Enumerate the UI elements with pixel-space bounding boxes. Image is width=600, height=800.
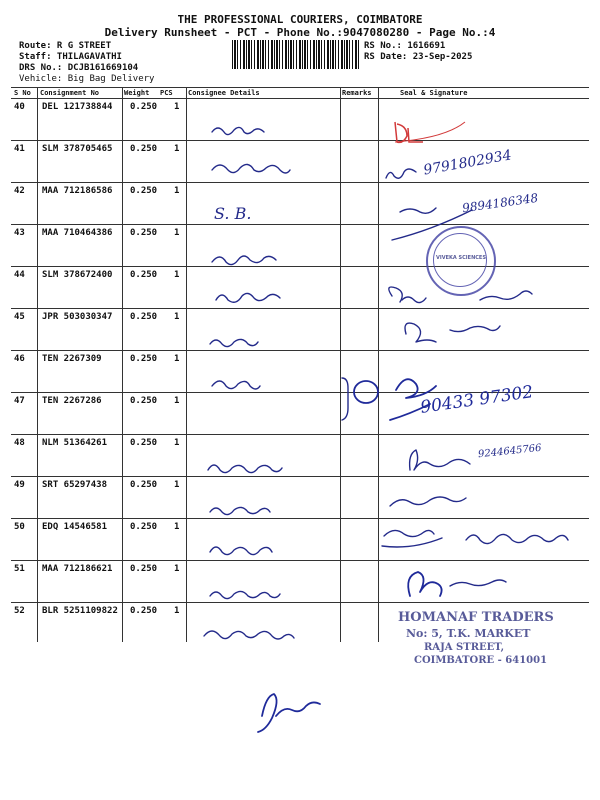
signature — [386, 169, 416, 178]
row-sno: 45 — [14, 312, 25, 322]
company-title: THE PROFESSIONAL COURIERS, COIMBATORE — [177, 13, 423, 26]
row-pcs: 1 — [174, 606, 180, 616]
bracket-mark — [342, 378, 348, 420]
handwritten-consignee-name — [216, 293, 280, 302]
stamp-city: COIMBATORE - 641001 — [414, 655, 548, 666]
stamp-address-line: RAJA STREET, — [424, 642, 505, 653]
row-weight: 0.250 — [130, 522, 158, 532]
row-sno: 44 — [14, 270, 25, 280]
signature-stroke — [466, 534, 568, 543]
row-weight: 0.250 — [130, 102, 158, 112]
row-pcs: 1 — [174, 144, 180, 154]
col-seal-signature: Seal & Signature — [400, 89, 468, 97]
row-weight: 0.250 — [130, 144, 158, 154]
drs-number: DRS No.: DCJB161669104 — [19, 63, 139, 73]
row-consignment-no: MAA 712186621 — [42, 564, 113, 574]
signature-stroke — [450, 580, 506, 586]
row-sno: 41 — [14, 144, 25, 154]
row-pcs: 1 — [174, 564, 180, 574]
handwritten-consignee-name — [210, 507, 270, 514]
handwritten-phone: 9244645766 — [477, 442, 543, 461]
row-weight: 0.250 — [130, 186, 158, 196]
handwritten-phone: 9894186348 — [461, 190, 539, 216]
handwritten-consignee-name — [210, 591, 280, 598]
row-weight: 0.250 — [130, 438, 158, 448]
signature — [396, 379, 436, 398]
row-consignment-no: DEL 121738844 — [42, 102, 113, 112]
row-weight: 0.250 — [130, 228, 158, 238]
row-pcs: 1 — [174, 228, 180, 238]
row-sno: 50 — [14, 522, 25, 532]
handwritten-consignee-name — [208, 465, 282, 473]
row-consignment-no: SLM 378672400 — [42, 270, 113, 280]
row-consignment-no: SLM 378705465 — [42, 144, 113, 154]
row-pcs: 1 — [174, 396, 180, 406]
row-pcs: 1 — [174, 270, 180, 280]
col-consignee: Consignee Details — [188, 89, 260, 97]
signature-stroke — [480, 291, 532, 300]
row-sno: 49 — [14, 480, 25, 490]
row-consignment-no: TEN 2267286 — [42, 396, 102, 406]
signature — [408, 572, 441, 596]
handwritten-consignee-name — [212, 381, 260, 389]
row-consignment-no: JPR 503030347 — [42, 312, 113, 322]
row-consignment-no: MAA 710464386 — [42, 228, 113, 238]
row-sno: 47 — [14, 396, 25, 406]
rs-date: RS Date: 23-Sep-2025 — [364, 52, 473, 62]
row-sno: 46 — [14, 354, 25, 364]
row-weight: 0.250 — [130, 564, 158, 574]
circled-mark — [354, 381, 378, 403]
rs-number: RS No.: 1616691 — [364, 41, 446, 51]
row-pcs: 1 — [174, 438, 180, 448]
handwritten-consignee-name — [204, 631, 294, 639]
runsheet-subtitle: Delivery Runsheet - PCT - Phone No.:9047080280 - Page No.:4 — [104, 26, 496, 39]
row-consignment-no: TEN 2267309 — [42, 354, 102, 364]
stamp-company-name: HOMANAF TRADERS — [398, 610, 554, 625]
handwritten-consignee-name: S. B. — [214, 204, 252, 223]
stamp-address-line: No: 5, T.K. MARKET — [406, 627, 531, 640]
col-pcs: PCS — [160, 89, 173, 97]
row-consignment-no: MAA 712186586 — [42, 186, 113, 196]
row-pcs: 1 — [174, 522, 180, 532]
row-weight: 0.250 — [130, 480, 158, 490]
row-sno: 51 — [14, 564, 25, 574]
row-sno: 48 — [14, 438, 25, 448]
handwritten-phone: 9791802934 — [422, 147, 513, 179]
staff-label: Staff: THILAGAVATHI — [19, 52, 122, 62]
staff-signature — [258, 694, 320, 732]
handwritten-consignee-name — [210, 339, 258, 346]
row-sno: 40 — [14, 102, 25, 112]
signature — [400, 208, 436, 213]
row-sno: 43 — [14, 228, 25, 238]
signature — [382, 530, 442, 547]
row-pcs: 1 — [174, 186, 180, 196]
col-remarks: Remarks — [342, 89, 372, 97]
signature — [389, 287, 426, 303]
row-sno: 52 — [14, 606, 25, 616]
signature — [405, 323, 500, 342]
col-consignment: Consignment No — [40, 89, 100, 97]
row-consignment-no: BLR 5251109822 — [42, 606, 118, 616]
handwritten-consignee-name — [210, 547, 272, 555]
row-pcs: 1 — [174, 102, 180, 112]
row-pcs: 1 — [174, 354, 180, 364]
row-consignment-no: NLM 51364261 — [42, 438, 108, 448]
row-pcs: 1 — [174, 480, 180, 490]
row-consignment-no: EDQ 14546581 — [42, 522, 108, 532]
row-pcs: 1 — [174, 312, 180, 322]
signature — [390, 497, 466, 506]
col-weight: Weight — [124, 89, 150, 97]
vehicle-label: Vehicle: Big Bag Delivery — [19, 74, 155, 84]
col-sno: S No — [14, 89, 31, 97]
seal-text: VIVEKA SCIENCES — [436, 255, 486, 261]
signature-stroke — [390, 404, 430, 420]
route-label: Route: R G STREET — [19, 41, 112, 51]
handwritten-consignee-name — [212, 256, 276, 265]
row-weight: 0.250 — [130, 270, 158, 280]
row-weight: 0.250 — [130, 606, 158, 616]
row-consignment-no: SRT 65297438 — [42, 480, 108, 490]
handwritten-phone: 90433 97302 — [419, 382, 535, 418]
row-weight: 0.250 — [130, 354, 158, 364]
round-seal — [426, 226, 496, 296]
handwritten-consignee-name — [212, 127, 264, 134]
handwritten-consignee-name — [212, 164, 290, 173]
row-weight: 0.250 — [130, 312, 158, 322]
signature — [410, 450, 470, 470]
row-sno: 42 — [14, 186, 25, 196]
row-weight: 0.250 — [130, 396, 158, 406]
